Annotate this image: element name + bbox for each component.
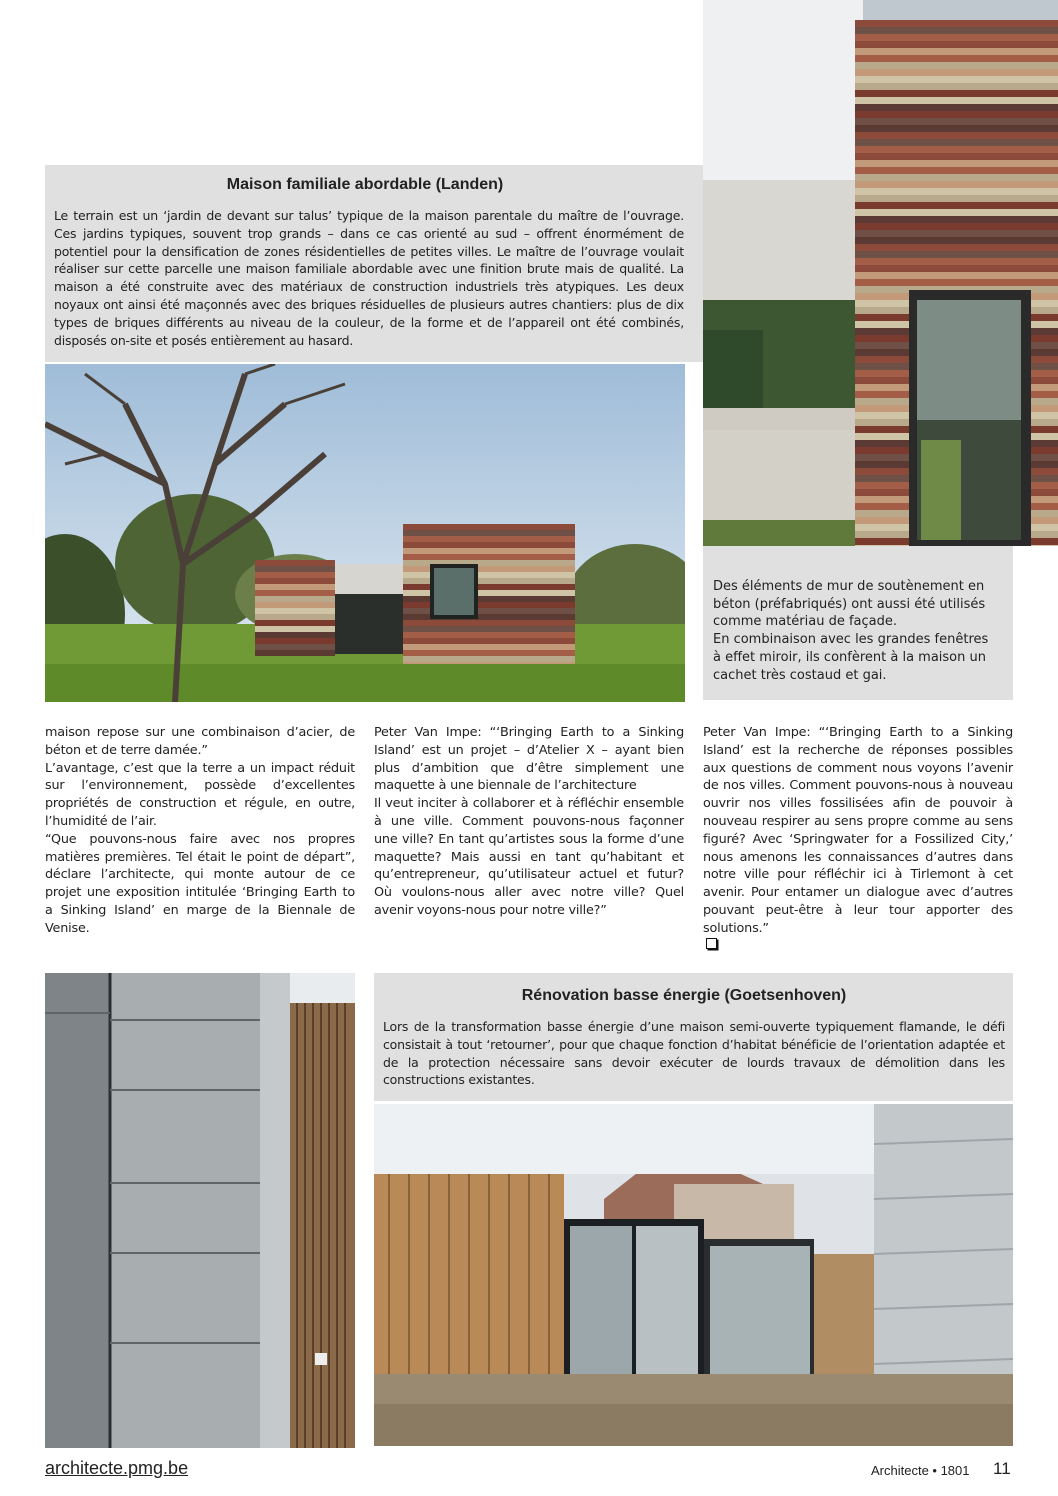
brick-row (255, 590, 335, 596)
brick-row (855, 223, 1058, 230)
brick-row (255, 650, 335, 656)
section1-text: Le terrain est un ‘jardin de devant sur talus’ typique de la maison parentale du maître de l’ouvrage. Ces jardins typiques, souvent trop grands – dans ce cas orienté au sud – offrent énormément de potentiel pour la densification de zones résidentielles de petites villes. Le maître de l’ouvrage voulait réaliser sur cette parcelle une maison familiale abordable avec une finition brute mais de qualité. La maison a été construite avec des matériaux de construction industriels très atypiques. Les deux noyaux ont ainsi été maçonnés avec des briques résiduelles de plusieurs autres chantiers: plus de dix types de briques différents au niveau de la couleur, de la forme et de l’appareil ont été combinés, disposés on-site et posés entièrement au hasard. (54, 208, 684, 348)
brick-row (403, 572, 575, 578)
brick-row (855, 237, 1058, 244)
brick-row (255, 596, 335, 602)
paragraph: “Que pouvons-nous faire avec nos propres matières premières. Tel était le point de départ”, déclare l’architecte, qui monte autour de ce projet une exposition intitulée ‘Bringing Earth to a Sinking Island’ en marge de la Biennale de Venise. (45, 831, 355, 936)
brick-row (255, 632, 335, 638)
brick-row (855, 195, 1058, 202)
brick-row (403, 608, 575, 614)
brick-row (855, 41, 1058, 48)
brick-row (855, 27, 1058, 34)
brick-row (255, 572, 335, 578)
brick-row (255, 644, 335, 650)
brick-row (855, 34, 1058, 41)
brick-row (855, 111, 1058, 118)
brick-row (855, 69, 1058, 76)
brick-row (255, 602, 335, 608)
section1-title: Maison familiale abordable (Landen) (226, 176, 504, 193)
brick-row (855, 272, 1058, 279)
brick-row (403, 566, 575, 572)
caption-line: comme matériau de façade. (713, 614, 897, 630)
brick-row (855, 153, 1058, 160)
brick-row (855, 62, 1058, 69)
brick-row (255, 608, 335, 614)
brick-row (855, 104, 1058, 111)
column-1 (45, 724, 355, 938)
brick-row (255, 566, 335, 572)
brick-row (855, 188, 1058, 195)
brick-row (855, 244, 1058, 251)
checkbox-icon (706, 938, 717, 949)
brick-row (855, 265, 1058, 272)
caption-line: à effet miroir, ils confèrent à la maison un (713, 649, 986, 665)
brick-row (255, 620, 335, 626)
column-3 (703, 724, 1013, 949)
brick-row (403, 632, 575, 638)
brick-row (403, 596, 575, 602)
section2-text: Lors de la transformation basse énergie d’une maison semi-ouverte typiquement flamande, le défi consistait à tout ‘retourner’, pour que chaque fonction d’habitat bénéficie de l’orientation adaptée et de la protection nécessaire sans devoir exécuter de lourds travaux de démolition dans les constructions existantes. (383, 1019, 1005, 1088)
paragraph: maison repose sur une combinaison d’acier, de béton et de terre damée.” (45, 725, 355, 758)
brick-row (855, 181, 1058, 188)
caption-line: béton (préfabriqués) ont aussi été utilisés (713, 596, 986, 612)
brick-row (855, 209, 1058, 216)
brick-row (403, 530, 575, 536)
column-2 (374, 724, 684, 920)
caption-line: cachet très costaud et gai. (713, 667, 887, 683)
brick-row (855, 258, 1058, 265)
brick-row (403, 548, 575, 554)
brick-row (255, 626, 335, 632)
brick-row (855, 216, 1058, 223)
brick-row (403, 536, 575, 542)
brick-row (855, 76, 1058, 83)
paragraph: L’avantage, c’est que la terre a un impact réduit sur l’environnement, possède d’excellentes propriétés de construction et régule, en outre, l’humidité de l’air. (45, 760, 355, 829)
brick-row (855, 202, 1058, 209)
brick-row (255, 578, 335, 584)
caption-line: Des éléments de mur de soutènement en (713, 579, 985, 594)
magazine-issue: Architecte • 1801 (871, 1463, 970, 1478)
brick-row (403, 626, 575, 632)
brick-row (403, 554, 575, 560)
brick-row (403, 638, 575, 644)
brick-row (403, 656, 575, 662)
brick-row (403, 578, 575, 584)
courtyard-photo (374, 1104, 1013, 1446)
paragraph: Il veut inciter à collaborer et à réfléchir ensemble à une ville. Comment pouvons-nous façonner une ville? En tant qu’artistes sous la forme d’une maquette? Mais aussi en tant qu’habitant et qu’entrepreneur, qu’utilisateur actuel et futur? Où voulons-nous aller avec notre ville? Quel avenir voyons-nous pour notre ville?” (374, 796, 684, 918)
brick-row (855, 90, 1058, 97)
house-photo (45, 364, 685, 702)
panel-wall-photo (45, 973, 355, 1448)
brick-row (255, 638, 335, 644)
brick-row (855, 139, 1058, 146)
brick-row (855, 174, 1058, 181)
brick-row (855, 230, 1058, 237)
brick-row (855, 279, 1058, 286)
brick-row (855, 48, 1058, 55)
brick-row (403, 662, 575, 664)
brick-row (403, 650, 575, 656)
section2-title: Rénovation basse énergie (Goetsenhoven) (521, 987, 847, 1004)
brick-row (855, 55, 1058, 62)
paragraph-text: Peter Van Impe: “‘Bringing Earth to a Sinking Island’ est la recherche de réponses possibles aux questions de comment nous voyons l’avenir de nos villes. Comment pouvons-nous à nouveau ouvrir nos villes fossilisées afin de pouvoir à nouveau respirer au sens propre comme au sens figuré? Avec ‘Springwater for a Fossilized City,’ nous amenons les connaissances d’autres dans notre ville pour réfléchir ici à Tirlemont à cet avenir. Pour entamer un dialogue avec d’autres pouvant peut-être à leur tour apporter des solutions.” (703, 725, 1013, 936)
brick-row (403, 560, 575, 566)
brick-row (255, 614, 335, 620)
page-number: 11 (993, 1459, 1011, 1478)
brick-row (855, 132, 1058, 139)
brick-row (855, 167, 1058, 174)
paragraph (703, 724, 1013, 949)
caption-line: En combinaison avec les grandes fenêtres (713, 632, 989, 648)
brick-row (855, 251, 1058, 258)
facade-door-photo (703, 0, 1058, 546)
brick-row (403, 644, 575, 650)
brick-row (255, 584, 335, 590)
brick-row (403, 584, 575, 590)
brick-row (403, 590, 575, 596)
paragraph: Peter Van Impe: “‘Bringing Earth to a Sinking Island’ est un projet – d’Atelier X – ayant bien plus d’ambition que d’être simplement une maquette à une biennale de l’architecture (374, 725, 684, 794)
brick-row (403, 614, 575, 620)
website-link[interactable]: architecte.pmg.be (45, 1458, 189, 1478)
brick-row (403, 620, 575, 626)
brick-row (855, 146, 1058, 153)
brick-row (855, 83, 1058, 90)
brick-row (403, 524, 575, 530)
brick-row (855, 20, 1058, 27)
caption-text (713, 578, 1009, 684)
brick-row (403, 602, 575, 608)
brick-row (855, 160, 1058, 167)
brick-row (855, 97, 1058, 104)
brick-row (255, 560, 335, 566)
brick-row (855, 125, 1058, 132)
brick-row (855, 118, 1058, 125)
brick-row (403, 542, 575, 548)
